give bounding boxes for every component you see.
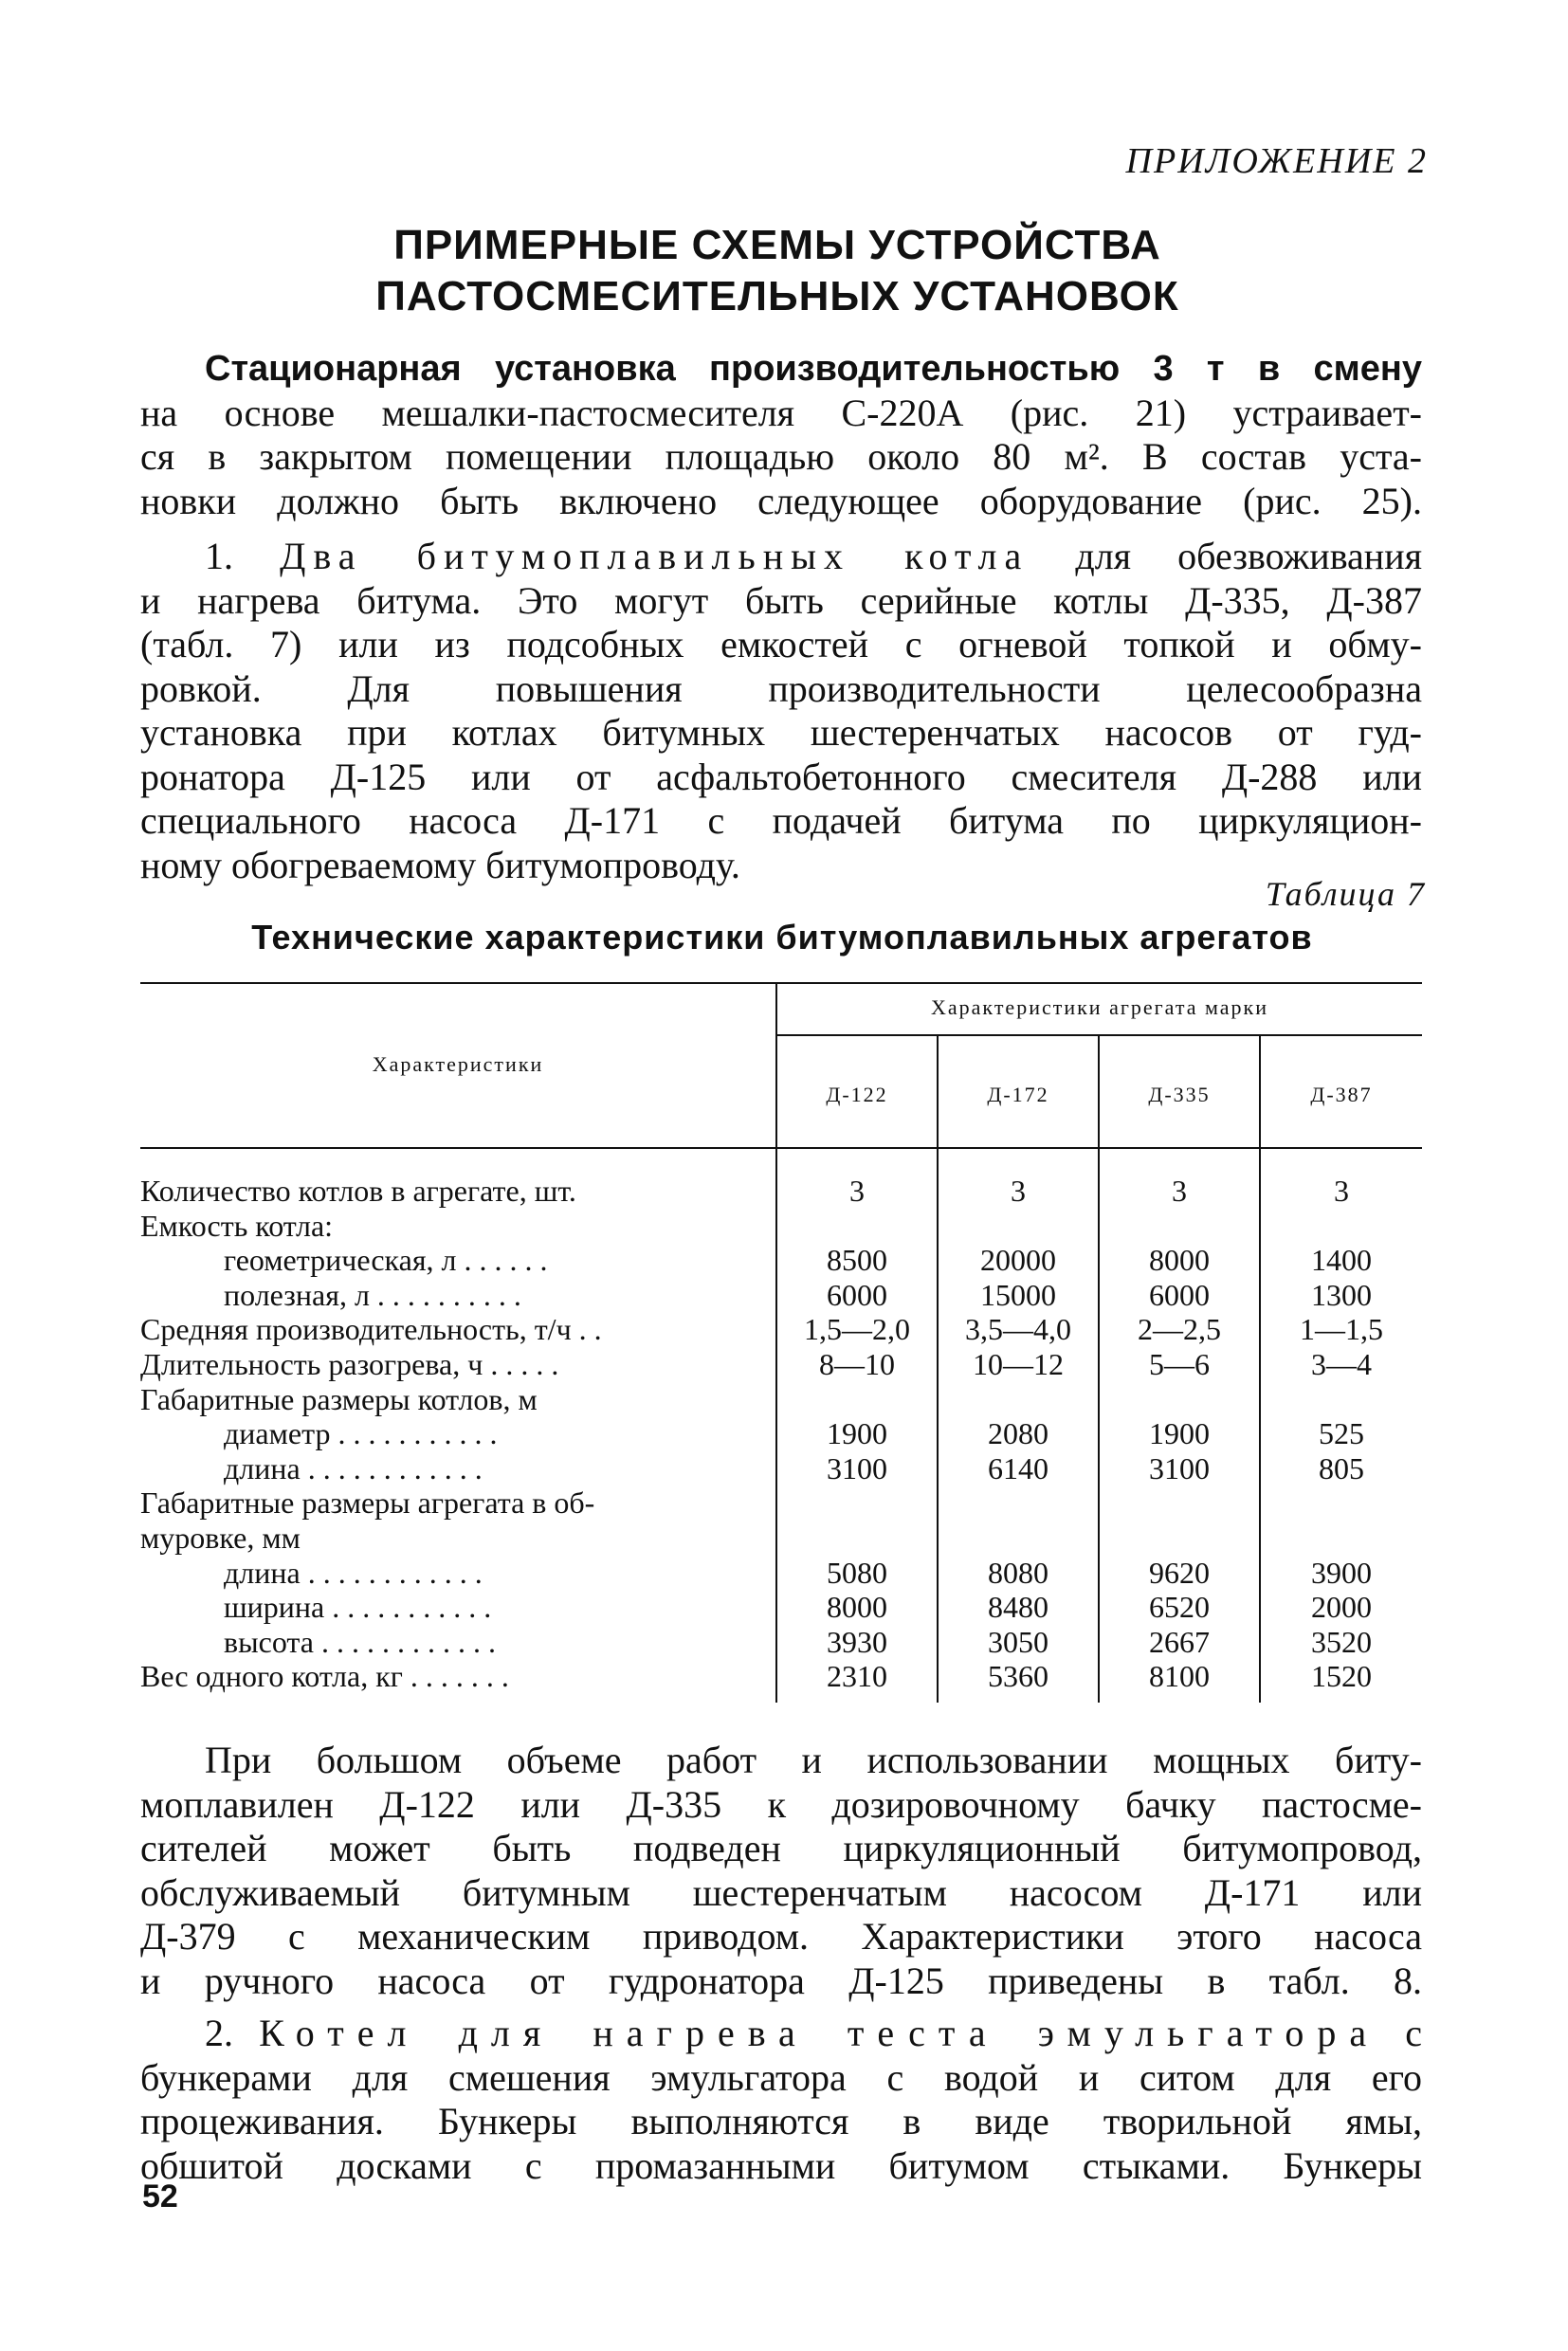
- table-cell: 8000: [1149, 1243, 1210, 1278]
- table-cell: 2667: [1149, 1624, 1210, 1659]
- table-cell: 10—12: [973, 1347, 1064, 1381]
- col-header-model: Д-387: [1310, 1083, 1373, 1106]
- table-cell: 5—6: [1149, 1347, 1210, 1381]
- item-text: с: [1405, 2012, 1423, 2054]
- table-row-label: высота . . . . . . . . . . . .: [224, 1624, 496, 1659]
- table-cell: 3930: [827, 1624, 887, 1659]
- item-number: 1.: [205, 535, 233, 577]
- item-1-line: ровкой. Для повышения производительности целесообразна: [140, 666, 1422, 710]
- table-cell: 3: [1011, 1174, 1026, 1208]
- table-row-label: геометрическая, л . . . . . .: [224, 1243, 548, 1278]
- table-group-rule: [777, 1034, 1422, 1036]
- table-cell: 805: [1319, 1450, 1364, 1485]
- table-caption: Технические характеристики битумоплавильных агрегатов: [251, 918, 1313, 957]
- table-cell: 1900: [827, 1416, 887, 1451]
- table-cell: 6000: [827, 1277, 887, 1312]
- table-row-label: Средняя производительность, т/ч . .: [140, 1312, 602, 1347]
- table-header-rule: [140, 1147, 1422, 1149]
- item-1-paragraph: [140, 535, 1422, 887]
- paragraph-2: [140, 1739, 1422, 2003]
- intro-line: на основе мешалки-пастосмесителя С-220А (рис. 21) устраивает-: [140, 391, 1422, 434]
- intro-paragraph: [140, 347, 1422, 523]
- title-line-2: ПАСТОСМЕСИТЕЛЬНЫХ УСТАНОВОК: [375, 273, 1179, 319]
- table-cell: 8500: [827, 1243, 887, 1278]
- table-cell: 2—2,5: [1138, 1312, 1221, 1347]
- table-cell: 2080: [988, 1416, 1048, 1451]
- table-cell: 3900: [1311, 1555, 1372, 1590]
- table-number: Таблица 7: [1265, 875, 1426, 913]
- paragraph-2-line: моплавилен Д-122 или Д-335 к дозировочному бачку пастосме-: [140, 1782, 1422, 1826]
- col-header-group: Характеристики агрегата марки: [931, 995, 1268, 1019]
- table-row-label: Габаритные размеры котлов, м: [140, 1381, 538, 1416]
- table-row-label: полезная, л . . . . . . . . . .: [224, 1277, 521, 1312]
- item-2-line: бункерами для смешения эмульгатора с водой и ситом для его: [140, 2055, 1422, 2099]
- item-text: для обезвоживания: [1075, 535, 1423, 577]
- table-row-label: диаметр . . . . . . . . . . .: [224, 1416, 498, 1451]
- item-term: Котел для нагрева теста эмульгатора: [259, 2012, 1380, 2054]
- table-row-label: Емкость котла:: [140, 1208, 334, 1243]
- table-row-label: Вес одного котла, кг . . . . . . .: [140, 1659, 509, 1694]
- table-cell: 1520: [1311, 1659, 1372, 1694]
- table-cell: 2310: [827, 1659, 887, 1694]
- intro-line: ся в закрытом помещении площадью около 80 м². В состав уста-: [140, 435, 1422, 478]
- table-row-label: длина . . . . . . . . . . . .: [224, 1450, 483, 1485]
- table-cell: 8000: [827, 1590, 887, 1625]
- item-2-line: процеживания. Бункеры выполняются в виде творильной ямы,: [140, 2100, 1422, 2142]
- table-cell: 3: [849, 1174, 865, 1208]
- item-1-line: специального насоса Д-171 с подачей битума по циркуляцион-: [140, 799, 1422, 842]
- paragraph-2-line: и ручного насоса от гудронатора Д-125 приведены в табл. 8.: [140, 1959, 1422, 2002]
- table-row-label: ширина . . . . . . . . . . .: [224, 1590, 492, 1625]
- table-cell: 3100: [827, 1450, 887, 1485]
- item-1-line: установка при котлах битумных шестеренчатых насосов от гуд-: [140, 711, 1422, 754]
- intro-line: новки должно быть включено следующее оборудование (рис. 25).: [140, 479, 1422, 522]
- paragraph-2-line: обслуживаемый битумным шестеренчатым насосом Д-171 или: [140, 1870, 1422, 1914]
- table-cell: 5360: [988, 1659, 1048, 1694]
- item-1-first-line: [140, 535, 1422, 579]
- table-cell: 15000: [980, 1277, 1056, 1312]
- table-row-label: длина . . . . . . . . . . . .: [224, 1555, 483, 1590]
- table-cell: 3050: [988, 1624, 1048, 1659]
- table-cell: 1—1,5: [1300, 1312, 1383, 1347]
- table-cell: 6000: [1149, 1277, 1210, 1312]
- table-cell: 8—10: [819, 1347, 895, 1381]
- table-cell: 1400: [1311, 1243, 1372, 1278]
- page-number: 52: [142, 2178, 178, 2214]
- item-2-paragraph: [140, 2012, 1422, 2188]
- item-term: Два битумоплавильных котла: [280, 535, 1030, 577]
- appendix-heading: ПРИЛОЖЕНИЕ 2: [1125, 141, 1428, 181]
- table-cell: 20000: [980, 1243, 1056, 1278]
- table-cell: 3100: [1149, 1450, 1210, 1485]
- table-cell: 5080: [827, 1555, 887, 1590]
- item-1-line: ному обогреваемому битумопроводу.: [140, 843, 740, 886]
- col-header-model: Д-335: [1148, 1083, 1211, 1106]
- table-cell: 6140: [988, 1450, 1048, 1485]
- item-number: 2.: [205, 2012, 233, 2054]
- paragraph-2-line: сителей может быть подведен циркуляционный битумопровод,: [140, 1827, 1422, 1869]
- col-header-characteristics: Характеристики: [372, 1052, 544, 1076]
- table-cell: 1900: [1149, 1416, 1210, 1451]
- item-2-first-line: [140, 2012, 1422, 2056]
- page-title: [142, 220, 1413, 322]
- table-cell: 2000: [1311, 1590, 1372, 1625]
- item-1-line: и нагрева битума. Это могут быть серийные котлы Д-335, Д-387: [140, 578, 1422, 622]
- table-cell: 3: [1334, 1174, 1349, 1208]
- table-row-label: Габаритные размеры агрегата в об-: [140, 1485, 595, 1521]
- table-cell: 9620: [1149, 1555, 1210, 1590]
- specs-table: [140, 982, 1422, 1703]
- item-1-line: ронатора Д-125 или от асфальтобетонного смесителя Д-288 или: [140, 755, 1422, 798]
- col-header-model: Д-122: [826, 1083, 888, 1106]
- table-cell: 1,5—2,0: [804, 1312, 910, 1347]
- table-row-label: Длительность разогрева, ч . . . . .: [140, 1347, 559, 1381]
- intro-lead: Стационарная установка производительностью 3 т в смену: [205, 349, 1422, 389]
- paragraph-2-line: При большом объеме работ и использовании мощных биту-: [205, 1739, 1422, 1781]
- table-cell: 1300: [1311, 1277, 1372, 1312]
- col-header-model: Д-172: [987, 1083, 1049, 1106]
- table-cell: 525: [1319, 1416, 1364, 1451]
- table-cell: 8080: [988, 1555, 1048, 1590]
- table-row-label: Количество котлов в агрегате, шт.: [140, 1174, 576, 1208]
- table-cell: 3520: [1311, 1624, 1372, 1659]
- table-cell: 3,5—4,0: [965, 1312, 1071, 1347]
- paragraph-2-line: Д-379 с механическим приводом. Характеристики этого насоса: [140, 1915, 1422, 1958]
- table-row-label: муровке, мм: [140, 1521, 301, 1555]
- table-top-rule: [140, 982, 1422, 984]
- table-cell: 3: [1172, 1174, 1187, 1208]
- item-2-line: обшитой досками с промазанными битумом стыками. Бункеры: [140, 2143, 1422, 2187]
- table-cell: 8100: [1149, 1659, 1210, 1694]
- table-cell: 8480: [988, 1590, 1048, 1625]
- title-line-1: ПРИМЕРНЫЕ СХЕМЫ УСТРОЙСТВА: [393, 222, 1161, 268]
- table-cell: 3—4: [1311, 1347, 1372, 1381]
- item-1-line: (табл. 7) или из подсобных емкостей с огневой топкой и обму-: [140, 623, 1422, 665]
- table-cell: 6520: [1149, 1590, 1210, 1625]
